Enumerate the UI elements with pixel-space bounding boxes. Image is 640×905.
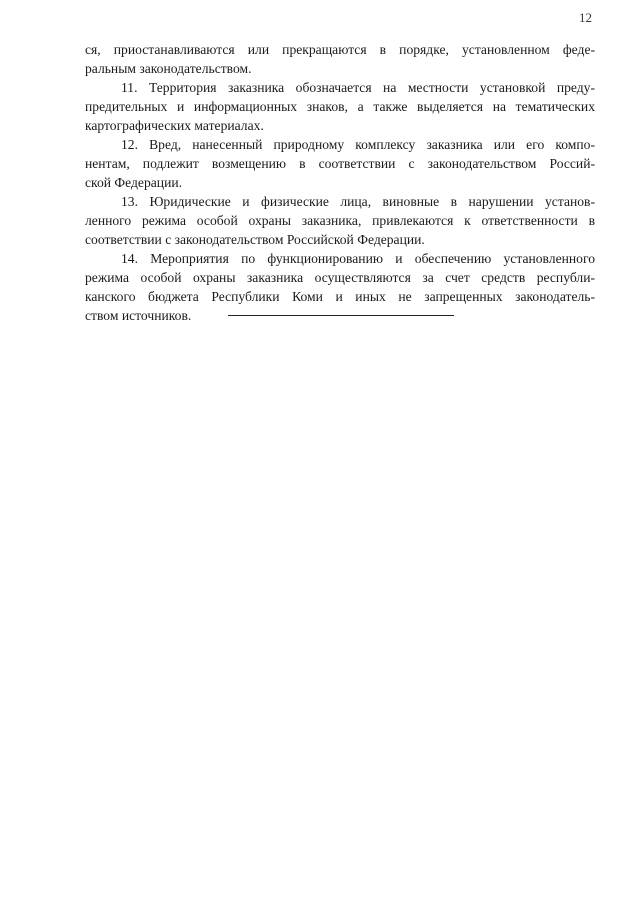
- page-number: 12: [579, 10, 592, 25]
- paragraph-14-line: ством источников.: [85, 308, 192, 323]
- paragraph-11-line: 11. Территория заказника обозначается на местности установкой преду-: [121, 80, 595, 95]
- paragraph-11-line: картографических материалах.: [85, 118, 264, 133]
- paragraph-line: ся, приостанавливаются или прекращаются в порядке, установленном феде-: [85, 42, 595, 57]
- paragraph-12-line: нентам, подлежит возмещению в соответствии с законодательством Россий-: [85, 156, 595, 171]
- paragraph-13-line: соответствии с законодательством Российской Федерации.: [85, 232, 425, 247]
- paragraph-13-line: 13. Юридические и физические лица, виновные в нарушении установ-: [121, 194, 595, 209]
- document-body: [85, 40, 595, 325]
- paragraph-14-line: 14. Мероприятия по функционированию и обеспечению установленного: [121, 251, 595, 266]
- paragraph-13-line: ленного режима особой охраны заказника, привлекаются к ответственности в: [85, 213, 595, 228]
- paragraph-14-line: канского бюджета Республики Коми и иных не запрещенных законодатель-: [85, 289, 595, 304]
- end-divider: [228, 315, 454, 316]
- paragraph-line: ральным законодательством.: [85, 61, 252, 76]
- paragraph-12-line: ской Федерации.: [85, 175, 183, 190]
- paragraph-11-line: предительных и информационных знаков, а также выделяется на тематических: [85, 99, 595, 114]
- paragraph-14-line: режима особой охраны заказника осуществляются за счет средств республи-: [85, 270, 595, 285]
- paragraph-12-line: 12. Вред, нанесенный природному комплексу заказника или его компо-: [121, 137, 595, 152]
